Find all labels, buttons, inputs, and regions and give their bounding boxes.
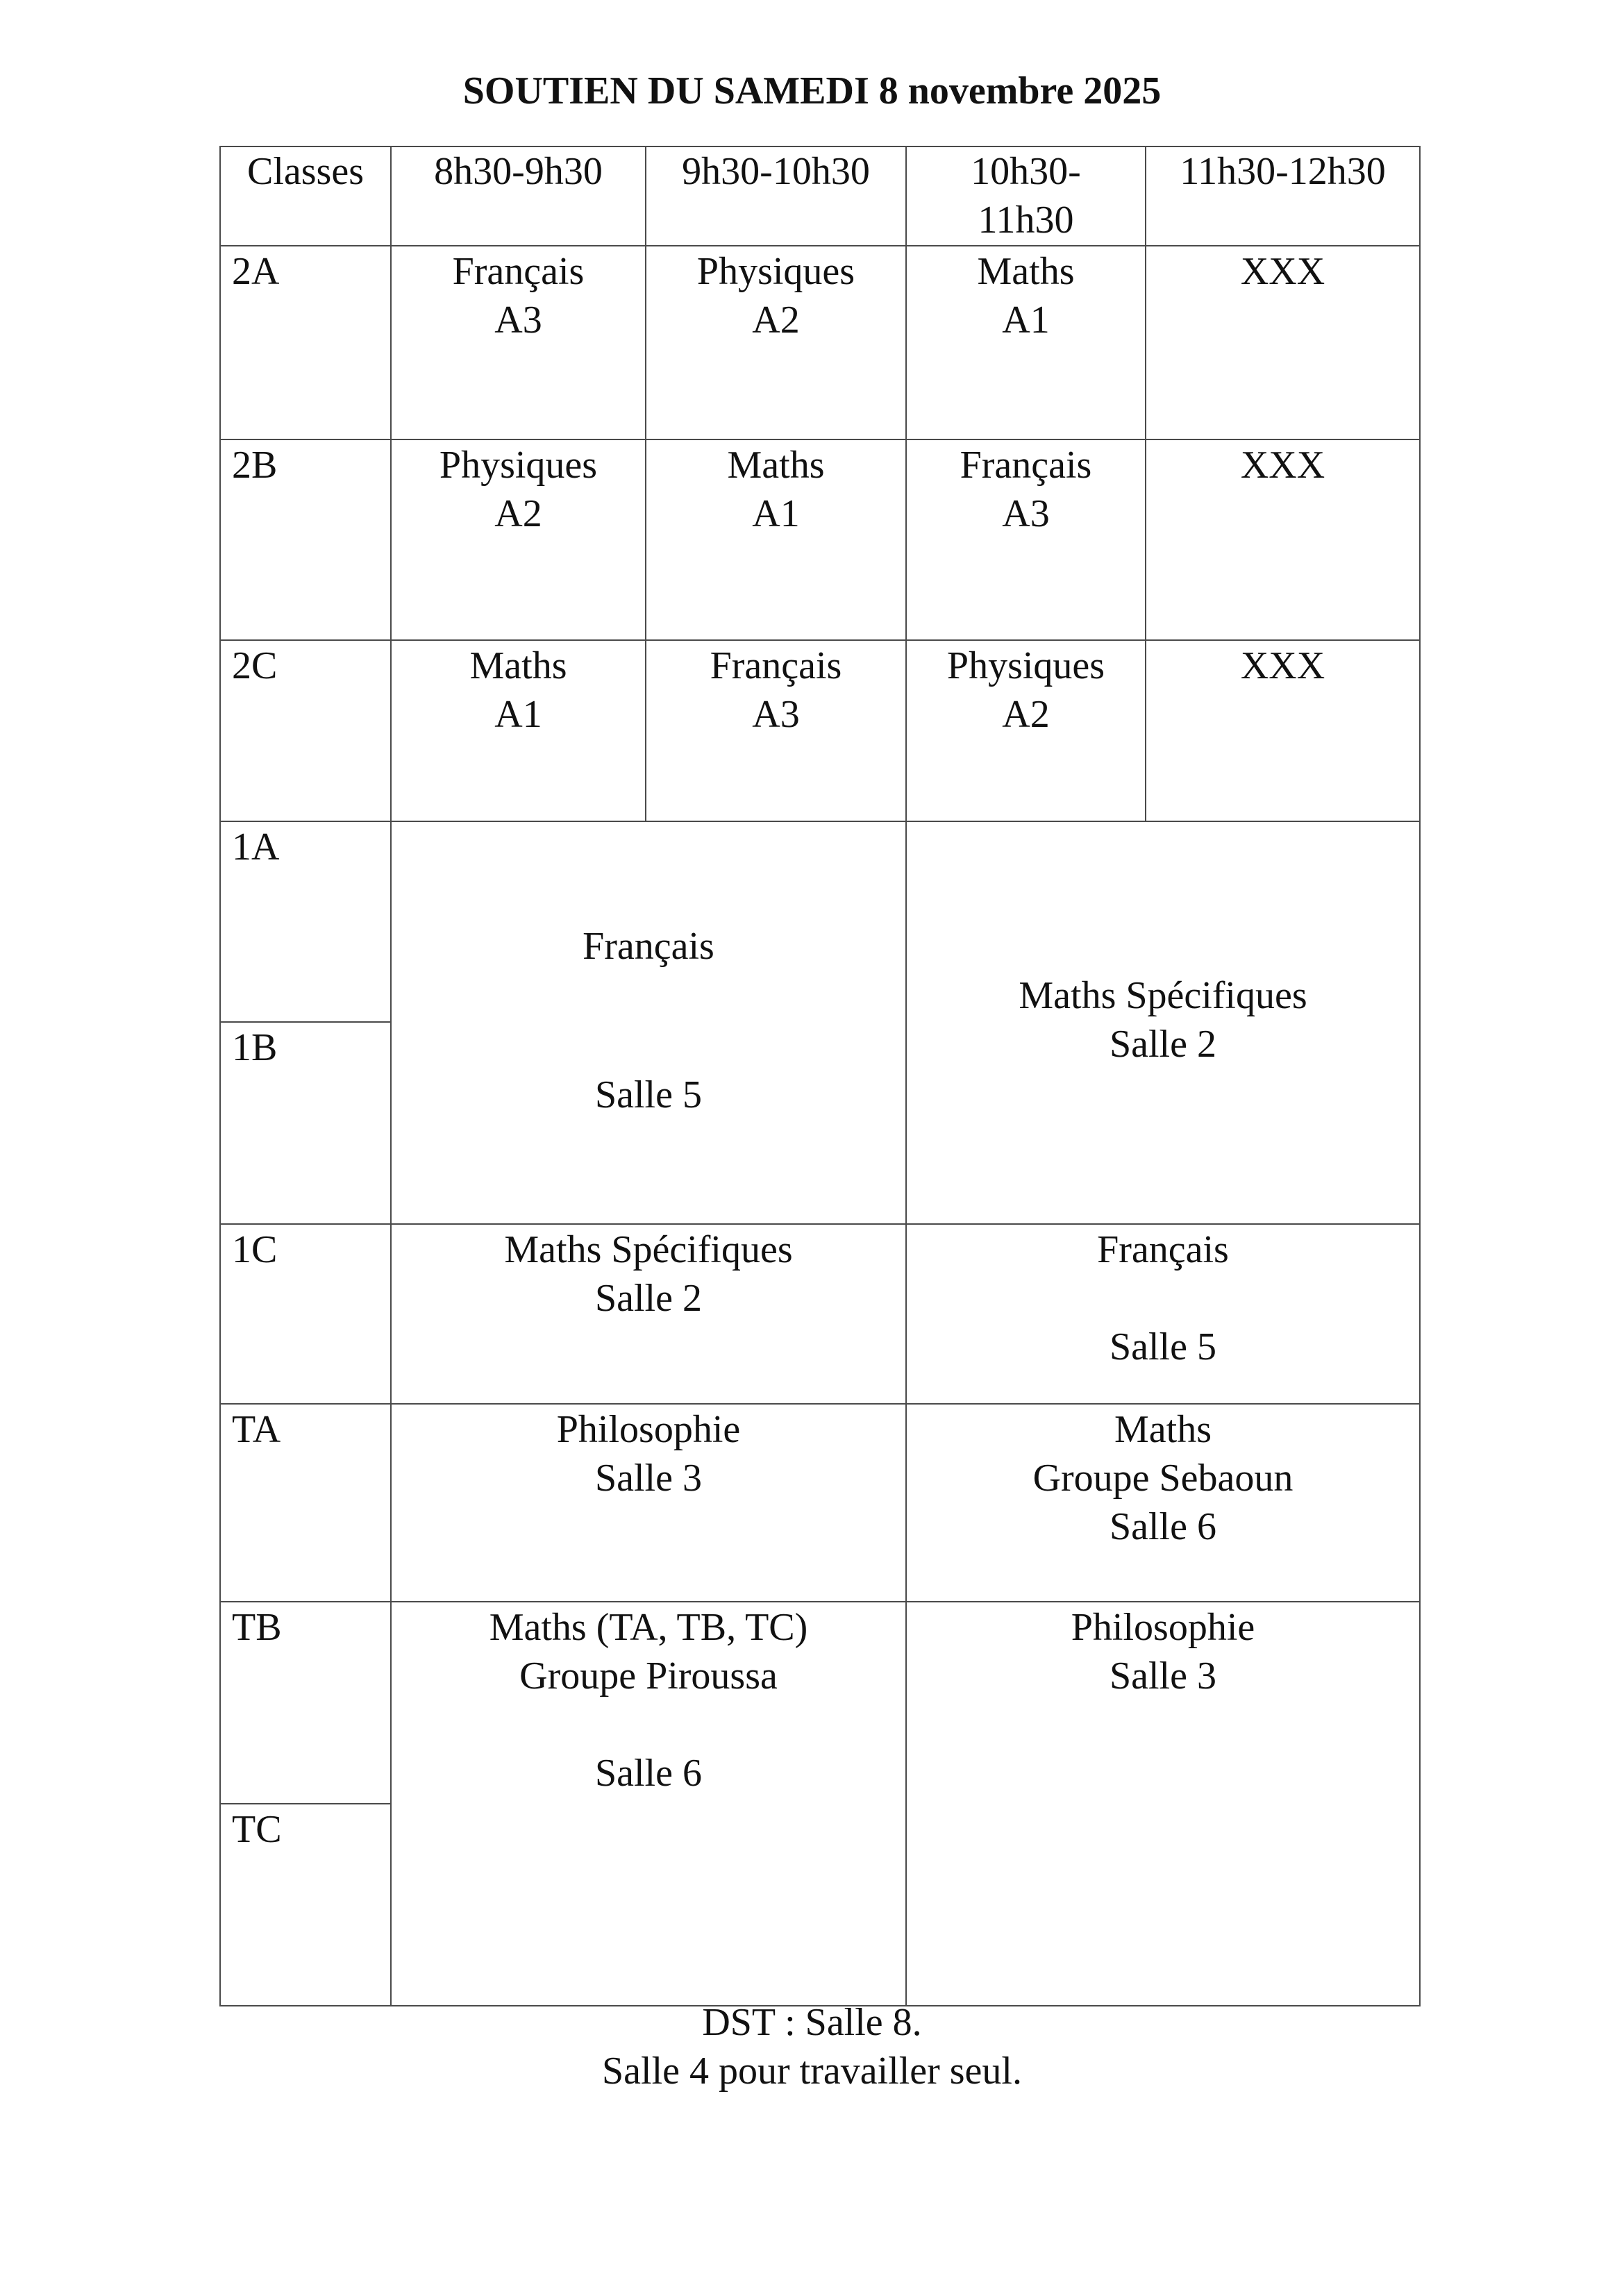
- cell-1C-morning: Maths Spécifiques Salle 2: [504, 1228, 793, 1320]
- cell-TA-late-morning: Maths Groupe Sebaoun Salle 6: [1032, 1408, 1294, 1548]
- cell-1C-late-morning-room: Salle 5: [1110, 1325, 1216, 1368]
- cell-1AB-morning-subject: Français: [583, 925, 714, 968]
- row-label-TA: TA: [232, 1408, 281, 1451]
- row-divider: [219, 1223, 1421, 1225]
- cell-2A-slot-3: Maths A1: [977, 250, 1075, 342]
- cell-2C-slot-1: Maths A1: [469, 644, 567, 736]
- column-header-slot-1: 8h30-9h30: [434, 150, 603, 193]
- column-header-classes: Classes: [247, 150, 364, 193]
- cell-TA-morning: Philosophie Salle 3: [556, 1408, 741, 1500]
- row-label-1A: 1A: [232, 826, 280, 869]
- footer-note-study-room: Salle 4 pour travailler seul.: [602, 2050, 1022, 2093]
- column-header-slot-2: 9h30-10h30: [682, 150, 870, 193]
- row-divider: [219, 639, 1421, 641]
- row-label-2A: 2A: [232, 250, 280, 293]
- cell-TBC-late-morning: Philosophie Salle 3: [1071, 1606, 1255, 1698]
- row-divider: [219, 821, 1421, 822]
- cell-2C-slot-3: Physiques A2: [946, 644, 1105, 736]
- row-divider: [219, 1403, 1421, 1405]
- row-label-TC: TC: [232, 1808, 282, 1851]
- cell-1C-late-morning-subject: Français: [1097, 1228, 1229, 1271]
- column-header-slot-3: 10h30- 11h30: [971, 150, 1081, 242]
- cell-2A-slot-2: Physiques A2: [696, 250, 855, 342]
- cell-2B-slot-2: Maths A1: [727, 444, 825, 535]
- cell-2B-slot-3: Français A3: [960, 444, 1092, 535]
- cell-2B-slot-4: XXX: [1240, 444, 1325, 487]
- column-divider: [905, 146, 907, 2006]
- footer-note-dst: DST : Salle 8.: [702, 2001, 922, 2044]
- row-divider: [219, 245, 1421, 246]
- cell-2B-slot-1: Physiques A2: [439, 444, 598, 535]
- footer-notes: [0, 1998, 1624, 2095]
- row-divider: [219, 1021, 390, 1023]
- cell-2A-slot-4: XXX: [1240, 250, 1325, 293]
- column-header-slot-4: 11h30-12h30: [1180, 150, 1386, 193]
- row-label-2B: 2B: [232, 444, 278, 487]
- cell-TBC-morning-room: Salle 6: [595, 1752, 702, 1795]
- cell-2C-slot-4: XXX: [1240, 644, 1325, 687]
- table-border-right: [1419, 146, 1421, 2006]
- row-label-2C: 2C: [232, 644, 278, 687]
- row-divider: [219, 1803, 390, 1804]
- cell-2C-slot-2: Français A3: [710, 644, 842, 736]
- row-label-TB: TB: [232, 1606, 282, 1649]
- page-title: SOUTIEN DU SAMEDI 8 novembre 2025: [462, 69, 1162, 112]
- row-label-1C: 1C: [232, 1228, 278, 1271]
- row-divider: [219, 1601, 1421, 1602]
- cell-1AB-late-morning: Maths Spécifiques Salle 2: [1019, 974, 1307, 1066]
- row-divider: [219, 439, 1421, 440]
- cell-2A-slot-1: Français A3: [452, 250, 585, 342]
- row-label-1B: 1B: [232, 1026, 278, 1069]
- cell-1AB-morning-room: Salle 5: [595, 1073, 702, 1116]
- table-border-left: [219, 146, 221, 2006]
- cell-TBC-morning-subject: Maths (TA, TB, TC) Groupe Piroussa: [489, 1606, 808, 1698]
